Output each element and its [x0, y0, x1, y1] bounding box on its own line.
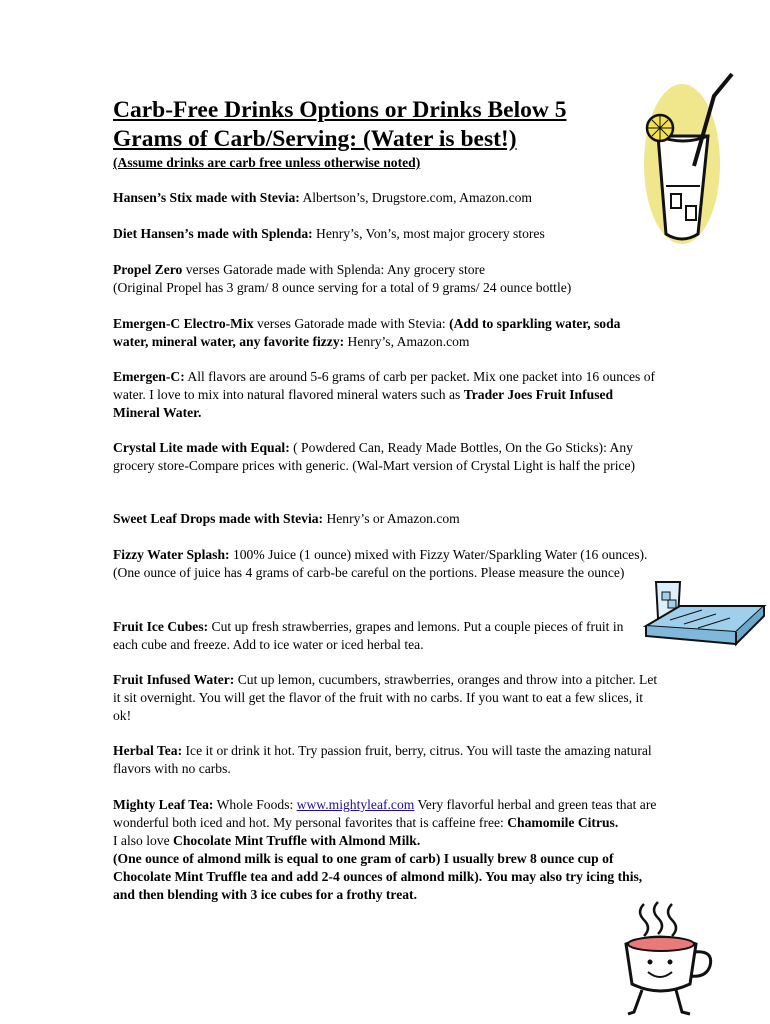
lemonade-glass-icon: [636, 66, 742, 256]
steam: [640, 904, 648, 936]
item-crystal-lite: Crystal Lite made with Equal: ( Powdered Can, Ready Made Bottles, On the Go Sticks): Any grocery store-Compare prices with generic. (Wal-Mart version of Crystal Light is half the price): [113, 440, 636, 473]
item-diet-hansens: Diet Hansen’s made with Splenda: Henry’s, Von’s, most major grocery stores: [113, 226, 545, 241]
ice-cube-tray-icon: [640, 562, 768, 652]
item-fruit-infused-water: Fruit Infused Water: Cut up lemon, cucumbers, strawberries, oranges and throw into a pitcher. Let it sit overnight. You will get the flavor of the fruit with no carbs. If you want to eat a few slices, it ok!: [113, 672, 658, 723]
item-fizzy-water-splash: Fizzy Water Splash: 100% Juice (1 ounce) mixed with Fizzy Water/Sparkling Water (16 ounces). (One ounce of juice has 4 grams of carb-be careful on the portions. Please measure the ounce): [113, 547, 648, 580]
item-fruit-ice-cubes: Fruit Ice Cubes: Cut up fresh strawberries, grapes and lemons. Put a couple pieces of fruit in each cube and freeze. Add to ice water or iced herbal tea.: [113, 619, 624, 652]
mightyleaf-link[interactable]: www.mightyleaf.com: [296, 797, 415, 812]
glass-body: [658, 136, 708, 239]
title-line-1: Carb-Free Drinks Options or Drinks Below 5: [113, 97, 567, 123]
subtitle: (Assume drinks are carb free unless otherwise noted): [113, 155, 421, 170]
cup-legs: [628, 990, 690, 1014]
item-mighty-leaf-tea: Mighty Leaf Tea: Whole Foods: www.mightyleaf.com Very flavorful herbal and green teas that are wonderful both iced and hot. My personal favorites that is caffeine free: Chamomile Citrus. I also love Chocolate Mint Truffle with Almond Milk. (One ounce of almond milk is equal to one gram of carb) I usually brew 8 ounce cup of Chocolate Mint Truffle tea and add 2-4 ounces of almond milk). You may also try icing this, and then blending with 3 ice cubes for a frothy treat.: [113, 797, 657, 902]
item-emergen-c-electro-mix: Emergen-C Electro-Mix verses Gatorade made with Stevia: (Add to sparkling water, soda water, mineral water, any favorite fizzy: Henry’s, Amazon.com: [113, 316, 621, 349]
page-title: [113, 96, 633, 154]
tea-surface: [628, 937, 694, 951]
title-line-2: Grams of Carb/Serving: (Water is best!): [113, 126, 517, 152]
tea-cup-icon: [620, 900, 718, 1020]
item-emergen-c: Emergen-C: All flavors are around 5-6 grams of carb per packet. Mix one packet into 16 ounces of water. I love to mix into natural flavored mineral waters such as Trader Joes Fruit Infused Mineral Water.: [113, 369, 656, 420]
item-hansens-stix: Hansen’s Stix made with Stevia: Albertson’s, Drugstore.com, Amazon.com: [113, 190, 532, 205]
item-herbal-tea: Herbal Tea: Ice it or drink it hot. Try passion fruit, berry, citrus. You will taste the amazing natural flavors with no carbs.: [113, 743, 652, 776]
item-sweet-leaf: Sweet Leaf Drops made with Stevia: Henry’s or Amazon.com: [113, 511, 460, 526]
item-propel-zero: Propel Zero verses Gatorade made with Splenda: Any grocery store (Original Propel has 3 gram/ 8 ounce serving for a total of 9 grams/ 24 ounce bottle): [113, 262, 572, 295]
